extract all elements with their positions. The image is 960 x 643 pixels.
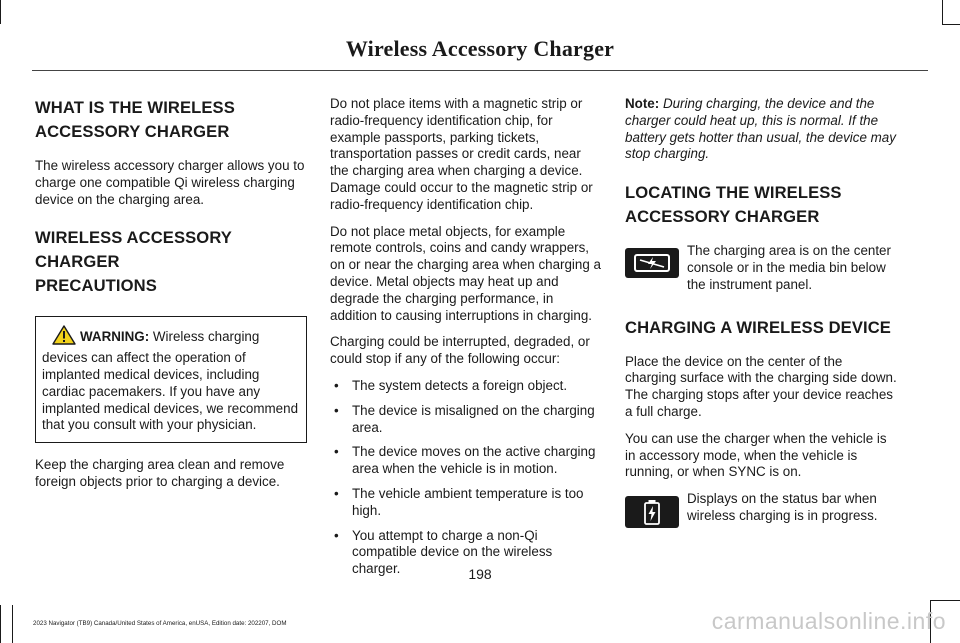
charging-area-text: The charging area is on the center console or in the media bin below the instrument panel. — [687, 243, 891, 292]
usage-paragraph: You can use the charger when the vehicle is in accessory mode, when the vehicle is running, or when SYNC is on. — [625, 430, 887, 480]
title-divider — [32, 70, 928, 71]
warning-label: WARNING: — [80, 329, 150, 345]
list-item-text: The device is misaligned on the charging area. — [352, 402, 595, 435]
note-paragraph — [625, 96, 897, 163]
bullet: • — [334, 527, 339, 543]
cleaning-paragraph: Keep the charging area clean and remove foreign objects prior to charging a device. — [35, 457, 285, 489]
bullet: • — [334, 485, 339, 501]
heading-line: WIRELESS ACCESSORY CHARGER — [35, 228, 232, 272]
watermark: carmanualsonline.info — [711, 608, 946, 634]
page-number: 198 — [468, 566, 492, 582]
list-item — [330, 444, 602, 478]
list-item — [330, 378, 602, 395]
bullet: • — [334, 444, 339, 460]
column-left — [35, 96, 307, 501]
crop-mark — [12, 605, 13, 643]
magnetic-strip-paragraph: Do not place items with a magnetic strip or radio-frequency identification chip, for example passports, parking tickets, transportation passes or credit cards, near the charging area when charging a device. Damage could occur to the magnetic strip or radio-frequency identification chip. — [330, 96, 593, 212]
crop-mark — [0, 0, 1, 24]
metal-objects-paragraph: Do not place metal objects, for example remote controls, coins and candy wrappers, on or near the charging area when charging a device. Metal objects may heat up and degrade the charging performance, in addition to causing interruptions in charging. — [330, 223, 601, 323]
crop-mark — [0, 605, 1, 643]
heading-line: WHAT IS THE WIRELESS — [35, 98, 235, 117]
status-indicator-text: Displays on the status bar when wireless charging is in progress. — [687, 491, 878, 523]
interruptions-paragraph: Charging could be interrupted, degraded, or could stop if any of the following occur: — [330, 334, 590, 367]
charging-area-row — [625, 243, 897, 293]
list-item-text: You attempt to charge a non-Qi compatible device on the wireless charger. — [352, 527, 553, 577]
heading-line: ACCESSORY CHARGER — [625, 207, 820, 227]
list-item-text: The device moves on the active charging area when the vehicle is in motion. — [352, 444, 596, 477]
heading-line: ACCESSORY CHARGER — [35, 122, 230, 141]
heading-line: LOCATING THE WIRELESS — [625, 183, 842, 203]
status-indicator-row — [625, 491, 897, 528]
charging-status-battery-icon — [625, 496, 679, 528]
list-item — [330, 486, 602, 520]
list-item-text: The vehicle ambient temperature is too high. — [352, 485, 584, 518]
interruption-list — [330, 378, 602, 578]
warning-triangle-icon — [52, 325, 76, 350]
wireless-charging-pad-icon — [625, 248, 679, 278]
heading-charging: CHARGING A WIRELESS DEVICE — [625, 317, 891, 337]
placement-paragraph: Place the device on the center of the charging surface with the charging side down. The charging stops after your device reaches a full charge. — [625, 353, 897, 419]
note-label: Note: — [625, 96, 660, 111]
crop-mark — [942, 0, 943, 24]
heading-what-is — [35, 96, 307, 144]
heading-precautions — [35, 226, 307, 298]
bullet: • — [334, 402, 339, 418]
warning-text: Wireless charging devices can affect the operation of implanted medical devices, including cardiac pacemakers. If you have any implanted medical devices, we recommend that you consult with your physician. — [42, 329, 299, 433]
list-item-text: The system detects a foreign object. — [352, 377, 568, 393]
column-right — [625, 96, 897, 540]
page-title: Wireless Accessory Charger — [345, 36, 615, 61]
list-item — [330, 403, 602, 437]
heading-locating — [625, 181, 897, 229]
column-middle — [330, 96, 602, 586]
crop-mark — [930, 600, 960, 601]
intro-paragraph: The wireless accessory charger allows you to charge one compatible Qi wireless charging device on the charging area. — [35, 158, 305, 207]
warning-box — [35, 316, 307, 443]
heading-line: PRECAUTIONS — [35, 276, 157, 296]
bullet: • — [334, 377, 339, 393]
edition-footer: 2023 Navigator (TB9) Canada/United States of America, enUSA, Edition date: 202207, DOM — [33, 620, 287, 627]
crop-mark — [942, 24, 960, 25]
note-text: During charging, the device and the charger could heat up, this is normal. If the battery gets hotter than usual, the device may stop charging. — [625, 96, 896, 162]
